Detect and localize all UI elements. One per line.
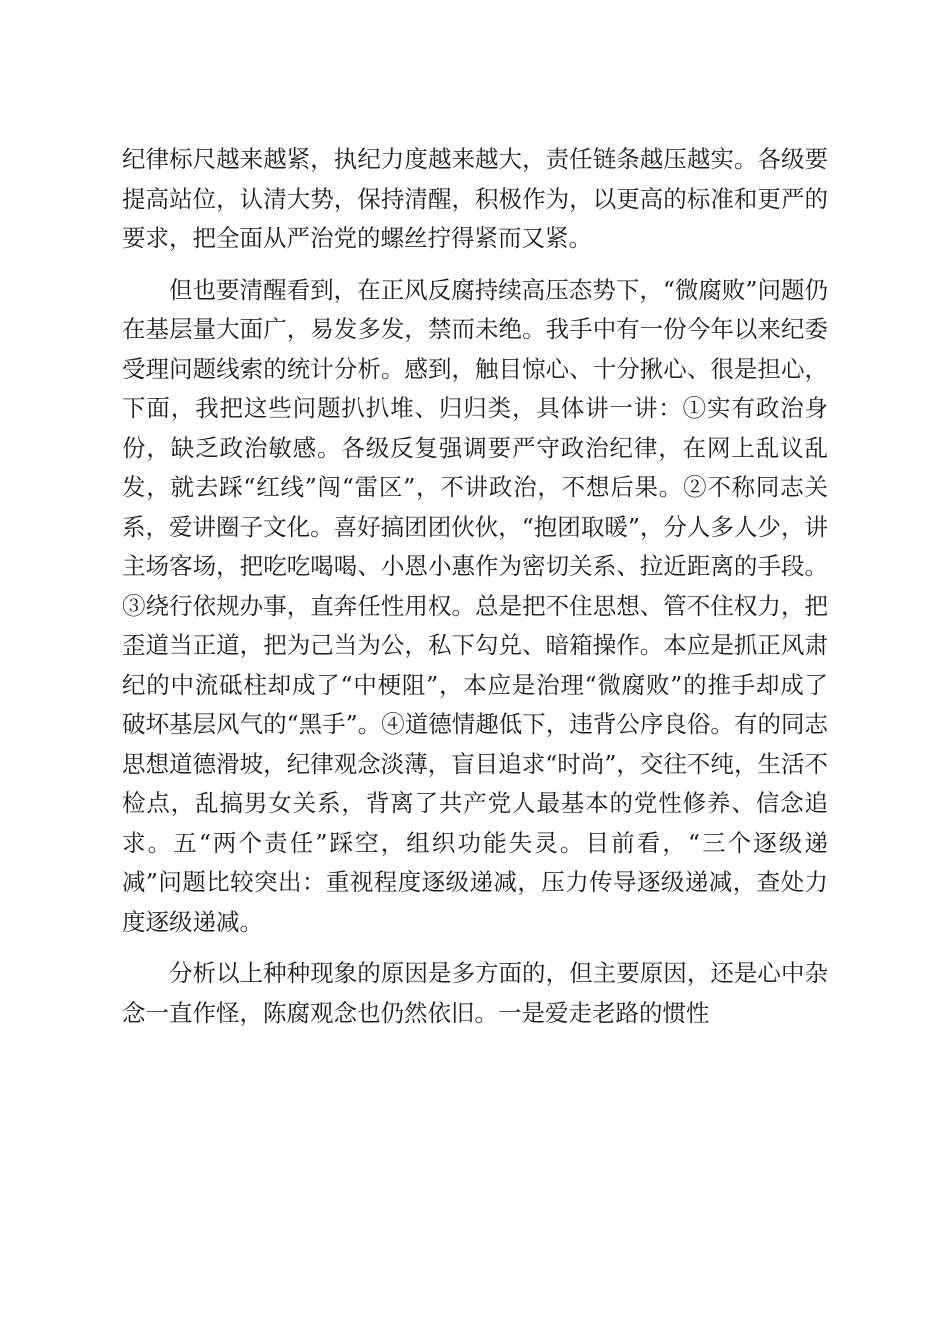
paragraph-2: 但也要清醒看到，在正风反腐持续高压态势下，“微腐败”问题仍在基层量大面广，易发多发，禁而未绝。我手中有一份今年以来纪委受理问题线索的统计分析。感到，触目惊心、十分揪心、很是担心，下面，我把这些问题扒扒堆、归归类，具体讲一讲：①实有政治身份，缺乏政治敏感。各级反复强调要严守政治纪律，在网上乱议乱发，就去踩“红线”闯“雷区”，不讲政治，不想后果。②不称同志关系，爱讲圈子文化。喜好搞团团伙伙，“抱团取暖”，分人多人少，讲主场客场，把吃吃喝喝、小恩小惠作为密切关系、拉近距离的手段。③绕行依规办事，直奔任性用权。总是把不住思想、管不住权力，把歪道当正道，把为己当为公，私下勾兑、暗箱操作。本应是抓正风肃纪的中流砥柱却成了“中梗阻”，本应是治理“微腐败”的推手却成了破坏基层风气的“黑手”。④道德情趣低下，违背公序良俗。有的同志思想道德滑坡，纪律观念淡薄，盲目追求“时尚”，交往不纯，生活不检点，乱搞男女关系，背离了共产党人最基本的党性修养、信念追求。五“两个责任”踩空，组织功能失灵。目前看，“三个逐级递减”问题比较突出：重视程度逐级递减，压力传导逐级递减，查处力度逐级递减。 <box>122 275 828 936</box>
paragraph-3: 分析以上种种现象的原因是多方面的，但主要原因，还是心中杂念一直作怪，陈腐观念也仍然依旧。一是爱走老路的惯性 <box>122 959 828 1027</box>
paragraph-1: 纪律标尺越来越紧，执纪力度越来越大，责任链条越压越实。各级要提高站位，认清大势，保持清醒，积极作为，以更高的标准和更严的要求，把全面从严治党的螺丝拧得紧而又紧。 <box>122 145 828 252</box>
body-text <box>122 140 828 1033</box>
